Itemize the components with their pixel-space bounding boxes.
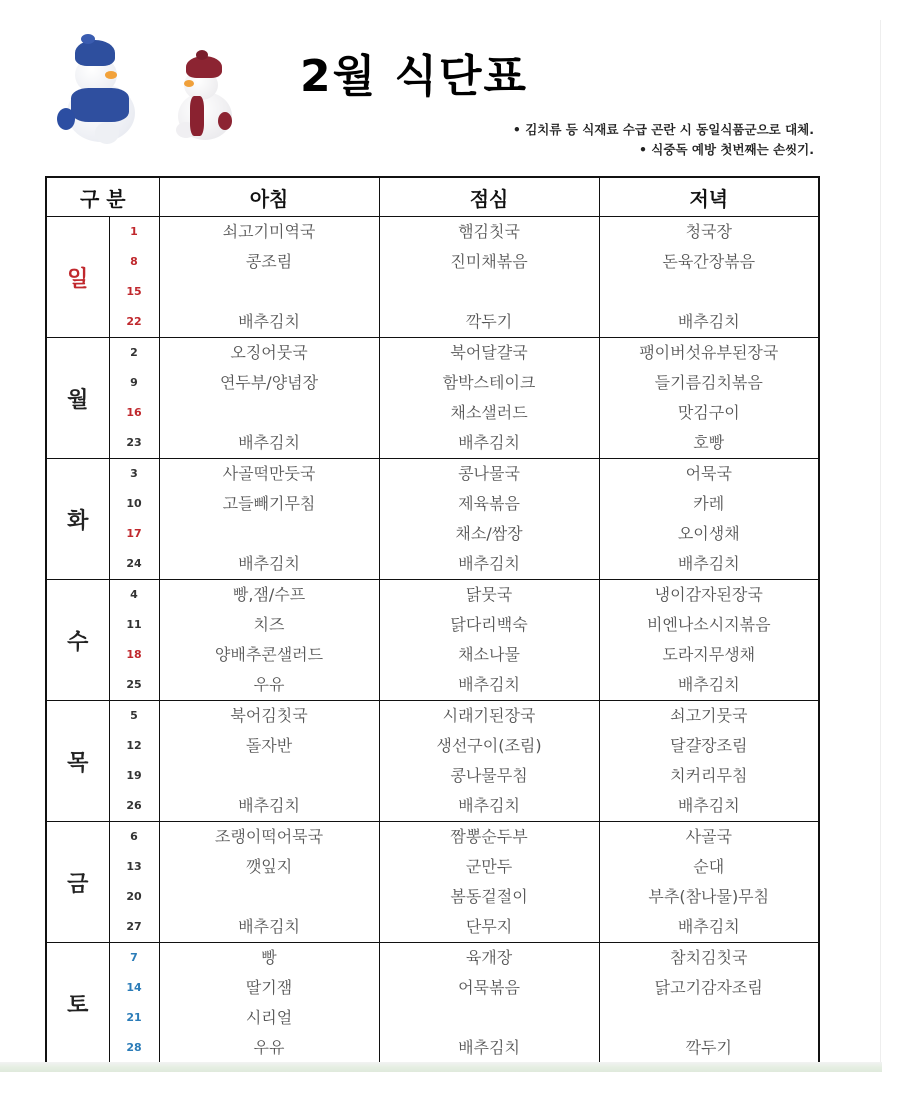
menu-item: 어묵국 [685, 464, 732, 483]
menu-item: 북어달걀국 [450, 343, 528, 362]
date-list [109, 701, 159, 822]
table-row-tue [46, 459, 819, 580]
menu-item: 치즈 [253, 615, 285, 634]
table-row-sat [46, 943, 819, 1065]
menu-item: 채소/쌈장 [455, 524, 523, 543]
date-number: 26 [126, 799, 142, 812]
snowman-red-icon [168, 52, 238, 142]
lunch-cell [379, 459, 599, 580]
menu-item: 부추(참나물)무침 [648, 887, 770, 906]
date-number: 5 [130, 709, 138, 722]
dinner-cell [599, 580, 819, 701]
lunch-cell [379, 338, 599, 459]
page-edge [880, 20, 881, 1070]
menu-item: 콩나물무침 [450, 766, 528, 785]
lunch-cell [379, 943, 599, 1065]
date-number: 27 [126, 920, 142, 933]
menu-item: 배추김치 [458, 1038, 520, 1057]
menu-item: 조랭이떡어묵국 [214, 827, 324, 846]
date-number: 6 [130, 830, 138, 843]
date-number: 14 [126, 981, 142, 994]
date-number: 9 [130, 376, 138, 389]
menu-item: 함박스테이크 [442, 373, 536, 392]
menu-item: 배추김치 [238, 554, 300, 573]
day-label: 화 [46, 459, 109, 580]
table-row-sun [46, 217, 819, 338]
date-number: 8 [130, 255, 138, 268]
header-dinner: 저녁 [599, 177, 819, 217]
table-row-mon [46, 338, 819, 459]
table-row-thu [46, 701, 819, 822]
menu-item: 배추김치 [458, 675, 520, 694]
menu-item: 봄동겉절이 [450, 887, 528, 906]
date-number: 13 [126, 860, 142, 873]
menu-item: 배추김치 [458, 554, 520, 573]
menu-item: 단무지 [465, 917, 513, 936]
lunch-cell [379, 217, 599, 338]
menu-item: 채소나물 [458, 645, 520, 664]
menu-item: 닭뭇국 [465, 585, 513, 604]
menu-item: 시래기된장국 [442, 706, 536, 725]
menu-item: 양배추콘샐러드 [214, 645, 324, 664]
menu-item: 육개장 [465, 948, 513, 967]
day-label: 월 [46, 338, 109, 459]
menu-item: 닭고기감자조림 [654, 978, 763, 997]
date-number: 16 [126, 406, 142, 419]
menu-item: 카레 [693, 494, 725, 513]
menu-item: 빵 [261, 948, 277, 967]
menu-item [160, 398, 379, 428]
date-number: 3 [130, 467, 138, 480]
menu-item: 배추김치 [458, 433, 520, 452]
date-number: 15 [126, 285, 142, 298]
menu-item: 오징어뭇국 [230, 343, 308, 362]
dinner-cell [599, 338, 819, 459]
menu-item: 생선구이(조림) [436, 736, 542, 755]
menu-item: 돈육간장볶음 [662, 252, 756, 271]
date-number: 10 [126, 497, 142, 510]
dinner-cell [599, 701, 819, 822]
menu-item: 쇠고기뭇국 [670, 706, 748, 725]
menu-item: 팽이버섯유부된장국 [639, 343, 779, 362]
menu-item: 배추김치 [677, 554, 740, 573]
date-number: 2 [130, 346, 138, 359]
date-number: 4 [130, 588, 138, 601]
menu-item: 빵,잼/수프 [232, 585, 306, 604]
date-list [109, 217, 159, 338]
date-list [109, 459, 159, 580]
menu-item [160, 761, 379, 791]
breakfast-cell [159, 822, 379, 943]
date-number: 25 [126, 678, 142, 691]
menu-item: 달걀장조림 [670, 736, 748, 755]
breakfast-cell [159, 701, 379, 822]
note-handwashing: • 식중독 예방 첫번째는 손씻기. [638, 142, 814, 157]
date-number: 19 [126, 769, 142, 782]
notes [513, 120, 814, 160]
menu-item [600, 1003, 819, 1033]
menu-item: 닭다리백숙 [450, 615, 528, 634]
page-title: 2월 식단표 [300, 51, 528, 102]
menu-item: 배추김치 [238, 312, 300, 331]
date-number: 11 [126, 618, 142, 631]
menu-item: 순대 [693, 857, 725, 876]
note-substitution: • 김치류 등 식재료 수급 곤란 시 동일식품군으로 대체. [512, 122, 814, 137]
menu-item: 배추김치 [458, 796, 520, 815]
date-number: 7 [130, 951, 138, 964]
day-label: 토 [46, 943, 109, 1065]
day-label: 수 [46, 580, 109, 701]
menu-item: 돌자반 [245, 736, 293, 755]
menu-item [380, 1003, 599, 1033]
day-label: 금 [46, 822, 109, 943]
menu-item [160, 519, 379, 549]
menu-item: 쇠고기미역국 [222, 222, 316, 241]
date-number: 20 [126, 890, 142, 903]
dinner-cell [599, 943, 819, 1065]
date-number: 24 [126, 557, 142, 570]
meal-table [45, 176, 820, 1065]
menu-item: 햄김칫국 [458, 222, 520, 241]
dinner-cell [599, 459, 819, 580]
menu-item [380, 277, 599, 307]
dinner-cell [599, 822, 819, 943]
menu-item: 들기름김치볶음 [654, 373, 763, 392]
menu-item: 오이생채 [677, 524, 740, 543]
menu-item: 배추김치 [677, 917, 740, 936]
breakfast-cell [159, 459, 379, 580]
menu-item: 참치김칫국 [670, 948, 748, 967]
menu-item: 사골국 [685, 827, 732, 846]
menu-item: 호빵 [693, 433, 725, 452]
menu-item: 콩나물국 [458, 464, 520, 483]
menu-item: 배추김치 [238, 917, 300, 936]
bottom-strip [0, 1062, 882, 1072]
day-label: 일 [46, 217, 109, 338]
menu-item: 고들빼기무침 [222, 494, 316, 513]
header-category: 구 분 [46, 177, 159, 217]
menu-item: 진미채볶음 [450, 252, 528, 271]
date-list [109, 943, 159, 1065]
menu-item: 제육볶음 [458, 494, 520, 513]
breakfast-cell [159, 943, 379, 1065]
date-number: 21 [126, 1011, 142, 1024]
date-number: 1 [130, 225, 138, 238]
breakfast-cell [159, 580, 379, 701]
menu-item: 시리얼 [245, 1008, 293, 1027]
table-row-fri [46, 822, 819, 943]
menu-item: 콩조림 [245, 252, 293, 271]
date-list [109, 338, 159, 459]
menu-item: 깍두기 [465, 312, 513, 331]
day-label: 목 [46, 701, 109, 822]
dinner-cell [599, 217, 819, 338]
menu-item: 배추김치 [677, 675, 740, 694]
menu-item: 치커리무침 [670, 766, 748, 785]
menu-item [160, 882, 379, 912]
menu-item: 채소샐러드 [450, 403, 528, 422]
menu-item: 짬뽕순두부 [450, 827, 528, 846]
date-number: 22 [126, 315, 142, 328]
date-number: 23 [126, 436, 142, 449]
menu-item: 사골떡만둣국 [222, 464, 316, 483]
menu-item: 깻잎지 [245, 857, 293, 876]
lunch-cell [379, 822, 599, 943]
menu-item: 도라지무생채 [662, 645, 756, 664]
menu-item: 배추김치 [677, 796, 740, 815]
menu-item: 군만두 [465, 857, 513, 876]
date-number: 12 [126, 739, 142, 752]
menu-item: 배추김치 [238, 796, 300, 815]
lunch-cell [379, 701, 599, 822]
table-header-row [46, 177, 819, 217]
breakfast-cell [159, 217, 379, 338]
table-row-wed [46, 580, 819, 701]
date-number: 17 [126, 527, 142, 540]
menu-item: 우유 [253, 675, 285, 694]
date-number: 18 [126, 648, 142, 661]
header-breakfast: 아침 [159, 177, 379, 217]
menu-item: 우유 [253, 1038, 285, 1057]
snowman-blue-icon [55, 38, 145, 148]
menu-item: 어묵볶음 [458, 978, 520, 997]
menu-item: 청국장 [685, 222, 732, 241]
menu-item: 연두부/양념장 [219, 373, 319, 392]
menu-item: 북어김칫국 [230, 706, 308, 725]
breakfast-cell [159, 338, 379, 459]
menu-item [600, 277, 819, 307]
menu-item: 배추김치 [677, 312, 740, 331]
menu-item: 딸기잼 [245, 978, 293, 997]
date-list [109, 580, 159, 701]
menu-item [160, 277, 379, 307]
menu-item: 비엔나소시지볶음 [646, 615, 771, 634]
date-number: 28 [126, 1041, 142, 1054]
menu-item: 냉이감자된장국 [654, 585, 763, 604]
menu-item: 깍두기 [685, 1038, 732, 1057]
menu-item: 맛김구이 [677, 403, 740, 422]
lunch-cell [379, 580, 599, 701]
header-lunch: 점심 [379, 177, 599, 217]
date-list [109, 822, 159, 943]
menu-item: 배추김치 [238, 433, 300, 452]
